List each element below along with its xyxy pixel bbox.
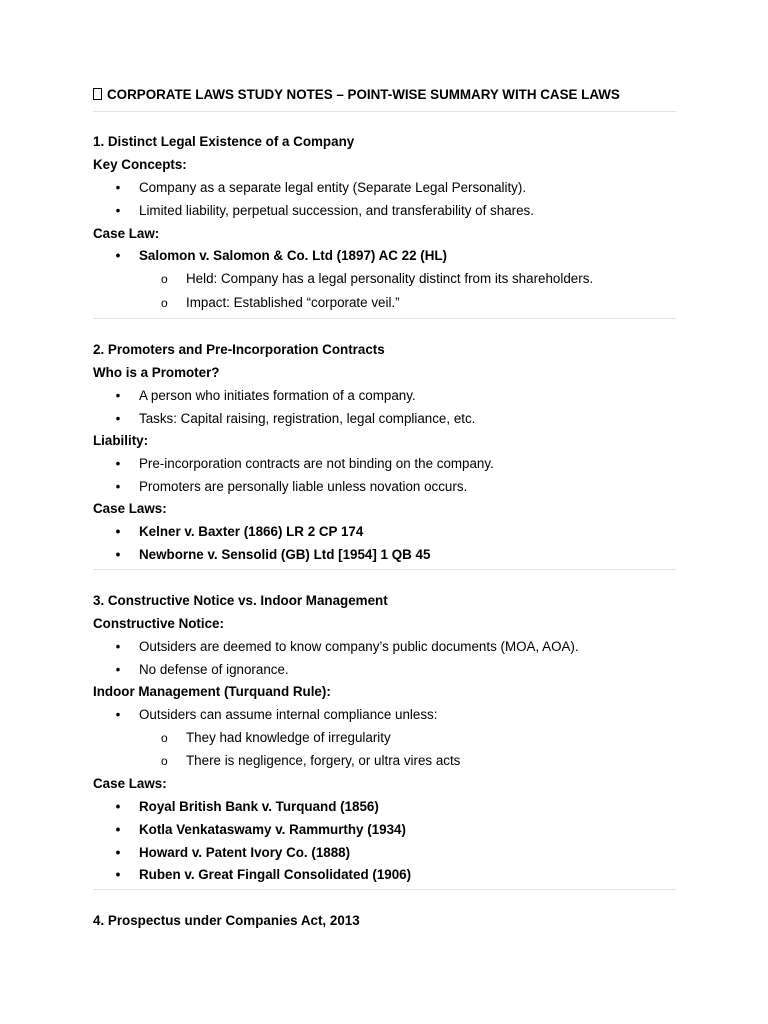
- divider: [93, 318, 676, 319]
- case-title: Kelner v. Baxter (1866) LR 2 CP 174: [139, 524, 364, 539]
- sub-bullet-icon: o: [161, 272, 168, 286]
- bullet-icon: •: [115, 248, 121, 263]
- list-item-text: A person who initiates formation of a company.: [139, 388, 416, 403]
- sub-bullet-icon: o: [161, 731, 168, 745]
- case-title: Howard v. Patent Ivory Co. (1888): [139, 845, 351, 860]
- list-item-text: Pre-incorporation contracts are not binding on the company.: [139, 456, 494, 471]
- page-title: [93, 87, 620, 102]
- bullet-icon: •: [115, 639, 121, 654]
- missing-glyph-icon: [93, 88, 102, 100]
- liability-label: Liability:: [93, 433, 149, 448]
- list-item-text: Limited liability, perpetual succession, and transferability of shares.: [139, 203, 534, 218]
- case-law-label: Case Law:: [93, 226, 160, 241]
- list-item-text: Tasks: Capital raising, registration, legal compliance, etc.: [139, 411, 476, 426]
- divider: [93, 889, 676, 890]
- bullet-icon: •: [115, 845, 121, 860]
- section-4-heading: 4. Prospectus under Companies Act, 2013: [93, 913, 360, 928]
- bullet-icon: •: [115, 662, 121, 677]
- bullet-icon: •: [115, 388, 121, 403]
- bullet-icon: •: [115, 203, 121, 218]
- bullet-icon: •: [115, 411, 121, 426]
- page-title-text: CORPORATE LAWS STUDY NOTES – POINT-WISE SUMMARY WITH CASE LAWS: [107, 87, 620, 102]
- case-title: Salomon v. Salomon & Co. Ltd (1897) AC 22 (HL): [139, 248, 448, 263]
- section-2-heading: 2. Promoters and Pre-Incorporation Contracts: [93, 342, 385, 357]
- section-3-heading: 3. Constructive Notice vs. Indoor Management: [93, 593, 388, 608]
- sub-list-item-text: Held: Company has a legal personality distinct from its shareholders.: [186, 271, 594, 286]
- divider: [93, 569, 676, 570]
- section-1-heading: 1. Distinct Legal Existence of a Company: [93, 134, 355, 149]
- bullet-icon: •: [115, 456, 121, 471]
- bullet-icon: •: [115, 524, 121, 539]
- case-title: Kotla Venkataswamy v. Rammurthy (1934): [139, 822, 406, 837]
- case-laws-label: Case Laws:: [93, 501, 167, 516]
- key-concepts-label: Key Concepts:: [93, 157, 187, 172]
- case-title: Royal British Bank v. Turquand (1856): [139, 799, 379, 814]
- list-item-text: Outsiders can assume internal compliance unless:: [139, 707, 438, 722]
- bullet-icon: •: [115, 180, 121, 195]
- sub-list-item-text: Impact: Established “corporate veil.”: [186, 295, 400, 310]
- bullet-icon: •: [115, 707, 121, 722]
- who-label: Who is a Promoter?: [93, 365, 220, 380]
- bullet-icon: •: [115, 799, 121, 814]
- bullet-icon: •: [115, 479, 121, 494]
- constructive-notice-label: Constructive Notice:: [93, 616, 224, 631]
- list-item-text: Company as a separate legal entity (Separate Legal Personality).: [139, 180, 527, 195]
- sub-bullet-icon: o: [161, 754, 168, 768]
- case-laws-label: Case Laws:: [93, 776, 167, 791]
- sub-list-item-text: They had knowledge of irregularity: [186, 730, 391, 745]
- indoor-management-label: Indoor Management (Turquand Rule):: [93, 684, 331, 699]
- case-title: Ruben v. Great Fingall Consolidated (1906): [139, 867, 412, 882]
- list-item-text: Outsiders are deemed to know company’s public documents (MOA, AOA).: [139, 639, 579, 654]
- bullet-icon: •: [115, 547, 121, 562]
- sub-bullet-icon: o: [161, 296, 168, 310]
- bullet-icon: •: [115, 867, 121, 882]
- sub-list-item-text: There is negligence, forgery, or ultra vires acts: [186, 753, 461, 768]
- divider: [93, 111, 676, 112]
- list-item-text: Promoters are personally liable unless novation occurs.: [139, 479, 468, 494]
- case-title: Newborne v. Sensolid (GB) Ltd [1954] 1 QB 45: [139, 547, 431, 562]
- list-item-text: No defense of ignorance.: [139, 662, 289, 677]
- bullet-icon: •: [115, 822, 121, 837]
